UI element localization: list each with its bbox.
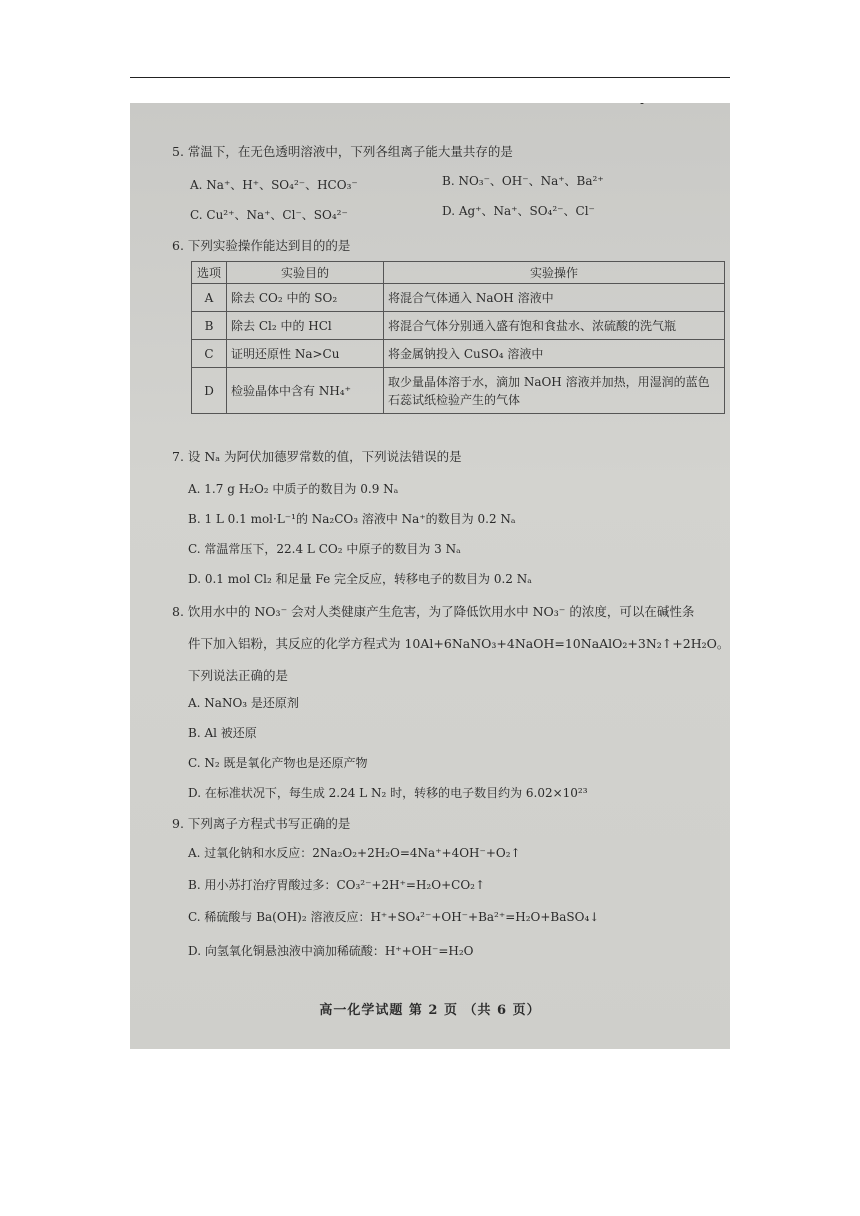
q5-option-c: C. Cu²⁺、Na⁺、Cl⁻、SO₄²⁻ <box>190 208 348 222</box>
table-cell: 检验晶体中含有 NH₄⁺ <box>227 368 384 414</box>
exam-page-photo <box>130 103 730 1049</box>
q9-option-c: C. 稀硫酸与 Ba(OH)₂ 溶液反应：H⁺+SO₄²⁻+OH⁻+Ba²⁺=H₂O+BaSO₄↓ <box>188 910 600 924</box>
table-cell: C <box>192 340 227 368</box>
q8-line-3: 下列说法正确的是 <box>188 668 289 683</box>
q7-stem: 7. 设 Nₐ 为阿伏加德罗常数的值，下列说法错误的是 <box>172 449 462 464</box>
table-row <box>192 312 725 340</box>
table-header: 实验操作 <box>384 262 725 284</box>
top-rule <box>130 77 730 78</box>
q8-line-1: 8. 饮用水中的 NO₃⁻ 会对人类健康产生危害，为了降低饮用水中 NO₃⁻ 的浓度，可以在碱性条 <box>172 604 695 619</box>
q7-option-a: A. 1.7 g H₂O₂ 中质子的数目为 0.9 Nₐ <box>188 482 399 496</box>
q8-option-d: D. 在标准状况下，每生成 2.24 L N₂ 时，转移的电子数目约为 6.02×10²³ <box>188 786 588 800</box>
q8-option-b: B. Al 被还原 <box>188 726 257 740</box>
table-row <box>192 368 725 414</box>
table-cell: A <box>192 284 227 312</box>
q8-line-2: 件下加入铝粉，其反应的化学方程式为 10Al+6NaNO₃+4NaOH=10NaAlO₂+3N₂↑+2H₂O。 <box>188 636 730 651</box>
q9-option-b: B. 用小苏打治疗胃酸过多：CO₃²⁻+2H⁺=H₂O+CO₂↑ <box>188 878 486 892</box>
table-row <box>192 340 725 368</box>
table-row <box>192 284 725 312</box>
q9-option-d: D. 向氢氧化铜悬浊液中滴加稀硫酸：H⁺+OH⁻=H₂O <box>188 944 474 958</box>
table-cell: 除去 CO₂ 中的 SO₂ <box>227 284 384 312</box>
q6-stem: 6. 下列实验操作能达到目的的是 <box>172 238 351 253</box>
page-footer: 高一化学试题 第 2 页 （共 6 页） <box>319 1003 541 1018</box>
q7-option-b: B. 1 L 0.1 mol·L⁻¹的 Na₂CO₃ 溶液中 Na⁺的数目为 0.2 Nₐ <box>188 512 516 526</box>
q5-option-a: A. Na⁺、H⁺、SO₄²⁻、HCO₃⁻ <box>190 178 358 192</box>
q6-experiment-table <box>191 261 725 414</box>
q5-option-d: D. Ag⁺、Na⁺、SO₄²⁻、Cl⁻ <box>442 204 595 218</box>
table-cell: 取少量晶体溶于水，滴加 NaOH 溶液并加热，用湿润的蓝色石蕊试纸检验产生的气体 <box>384 368 725 414</box>
table-cell: D <box>192 368 227 414</box>
table-header: 实验目的 <box>227 262 384 284</box>
q9-option-a: A. 过氧化钠和水反应：2Na₂O₂+2H₂O=4Na⁺+4OH⁻+O₂↑ <box>188 846 521 860</box>
q5-stem: 5. 常温下，在无色透明溶液中，下列各组离子能大量共存的是 <box>172 144 513 159</box>
table-header: 选项 <box>192 262 227 284</box>
table-cell: 证明还原性 Na>Cu <box>227 340 384 368</box>
table-cell: 除去 Cl₂ 中的 HCl <box>227 312 384 340</box>
q9-stem: 9. 下列离子方程式书写正确的是 <box>172 816 351 831</box>
table-cell: B <box>192 312 227 340</box>
table-cell: 将混合气体通入 NaOH 溶液中 <box>384 284 725 312</box>
ink-dot <box>640 103 644 104</box>
q7-option-c: C. 常温常压下，22.4 L CO₂ 中原子的数目为 3 Nₐ <box>188 542 461 556</box>
q8-option-a: A. NaNO₃ 是还原剂 <box>188 696 299 710</box>
table-cell: 将金属钠投入 CuSO₄ 溶液中 <box>384 340 725 368</box>
q7-option-d: D. 0.1 mol Cl₂ 和足量 Fe 完全反应，转移电子的数目为 0.2 Nₐ <box>188 572 532 586</box>
q5-option-b: B. NO₃⁻、OH⁻、Na⁺、Ba²⁺ <box>442 174 604 188</box>
q8-option-c: C. N₂ 既是氧化产物也是还原产物 <box>188 756 368 770</box>
table-cell: 将混合气体分别通入盛有饱和食盐水、浓硫酸的洗气瓶 <box>384 312 725 340</box>
